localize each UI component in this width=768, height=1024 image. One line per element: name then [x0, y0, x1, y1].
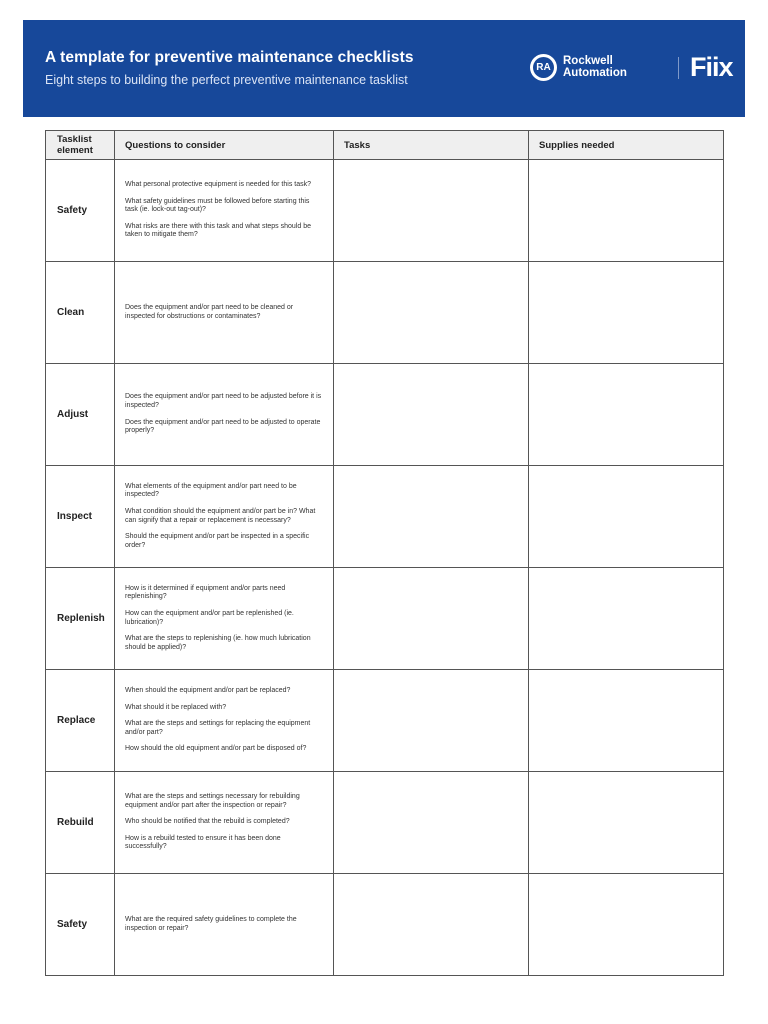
tasklist-element-cell: Safety [46, 160, 115, 262]
question-text: What condition should the equipment and/or part be in? What can signify that a repair or replacement is necessary? [125, 507, 316, 524]
questions-cell [115, 874, 334, 976]
tasks-cell [334, 364, 529, 466]
supplies-cell [529, 670, 724, 772]
tasklist-element-cell: Adjust [46, 364, 115, 466]
rockwell-logo-line1: Rockwell [563, 55, 613, 67]
question-text: What should it be replaced with? [125, 703, 227, 711]
tasks-cell [334, 772, 529, 874]
rockwell-automation-logo [563, 55, 627, 79]
questions-cell [115, 670, 334, 772]
column-header-tasks: Tasks [334, 131, 529, 160]
table-header-row [46, 131, 724, 160]
supplies-cell [529, 262, 724, 364]
questions-cell [115, 466, 334, 568]
question-text: What are the steps to replenishing (ie. how much lubrication should be applied)? [125, 635, 311, 651]
supplies-cell [529, 364, 724, 466]
rockwell-logo-line2: Automation [563, 67, 627, 79]
logo-divider [678, 57, 679, 79]
questions-cell [115, 160, 334, 262]
questions-cell [115, 568, 334, 670]
tasklist-element-cell: Safety [46, 874, 115, 976]
questions-cell [115, 262, 334, 364]
supplies-cell [529, 874, 724, 976]
questions-cell [115, 772, 334, 874]
column-header-supplies: Supplies needed [529, 131, 724, 160]
question-text: How is it determined if equipment and/or parts need replenishing? [125, 584, 286, 601]
question-text: How should the old equipment and/or part be disposed of? [125, 745, 307, 753]
supplies-cell [529, 160, 724, 262]
questions-cell [115, 364, 334, 466]
checklist-table [45, 130, 724, 976]
tasks-cell [334, 466, 529, 568]
page-title: A template for preventive maintenance checklists [45, 49, 414, 66]
table-row [46, 670, 724, 772]
tasklist-element-cell: Inspect [46, 466, 115, 568]
question-text: What safety guidelines must be followed before starting this task (ie. lock-out tag-out)? [125, 197, 310, 214]
supplies-cell [529, 466, 724, 568]
table-row [46, 364, 724, 466]
question-text: What are the steps and settings for replacing the equipment and/or part? [125, 720, 311, 736]
question-text: What personal protective equipment is needed for this task? [125, 181, 311, 189]
tasks-cell [334, 262, 529, 364]
question-text: Does the equipment and/or part need to be adjusted to operate properly? [125, 418, 321, 435]
supplies-cell [529, 568, 724, 670]
question-text: Does the equipment and/or part need to be adjusted before it is inspected? [125, 393, 322, 409]
question-text: How is a rebuild tested to ensure it has been done successfully? [125, 834, 281, 851]
checklist-body [46, 160, 724, 976]
tasks-cell [334, 160, 529, 262]
question-text: What elements of the equipment and/or part need to be inspected? [125, 482, 297, 499]
question-text: What are the required safety guidelines to complete the inspection or repair? [125, 915, 297, 932]
question-text: What are the steps and settings necessary for rebuilding equipment and/or part after the inspection or repair? [125, 793, 300, 809]
question-text: Does the equipment and/or part need to be cleaned or inspected for obstructions or contaminates? [125, 303, 294, 320]
table-row [46, 568, 724, 670]
tasklist-element-cell: Clean [46, 262, 115, 364]
table-row [46, 874, 724, 976]
tasklist-element-cell: Replace [46, 670, 115, 772]
fiix-logo: Fiix [690, 52, 733, 82]
column-header-questions: Questions to consider [115, 131, 334, 160]
page-subtitle: Eight steps to building the perfect preventive maintenance tasklist [45, 73, 408, 87]
tasks-cell [334, 568, 529, 670]
tasks-cell [334, 874, 529, 976]
rockwell-seal-text: RA [533, 57, 554, 78]
rockwell-seal-icon [530, 54, 557, 81]
question-text: Who should be notified that the rebuild is completed? [125, 818, 290, 826]
table-row [46, 466, 724, 568]
tasklist-element-cell: Replenish [46, 568, 115, 670]
tasklist-element-cell: Rebuild [46, 772, 115, 874]
question-text: When should the equipment and/or part be replaced? [125, 687, 291, 695]
tasks-cell [334, 670, 529, 772]
question-text: How can the equipment and/or part be replenished (ie. lubrication)? [125, 609, 294, 626]
header-banner [23, 20, 745, 117]
table-row [46, 262, 724, 364]
logo-group [530, 52, 733, 83]
column-header-element: Tasklist element [46, 131, 115, 160]
supplies-cell [529, 772, 724, 874]
table-row [46, 160, 724, 262]
question-text: What risks are there with this task and what steps should be taken to mitigate them? [125, 222, 311, 239]
question-text: Should the equipment and/or part be inspected in a specific order? [125, 533, 310, 549]
table-row [46, 772, 724, 874]
